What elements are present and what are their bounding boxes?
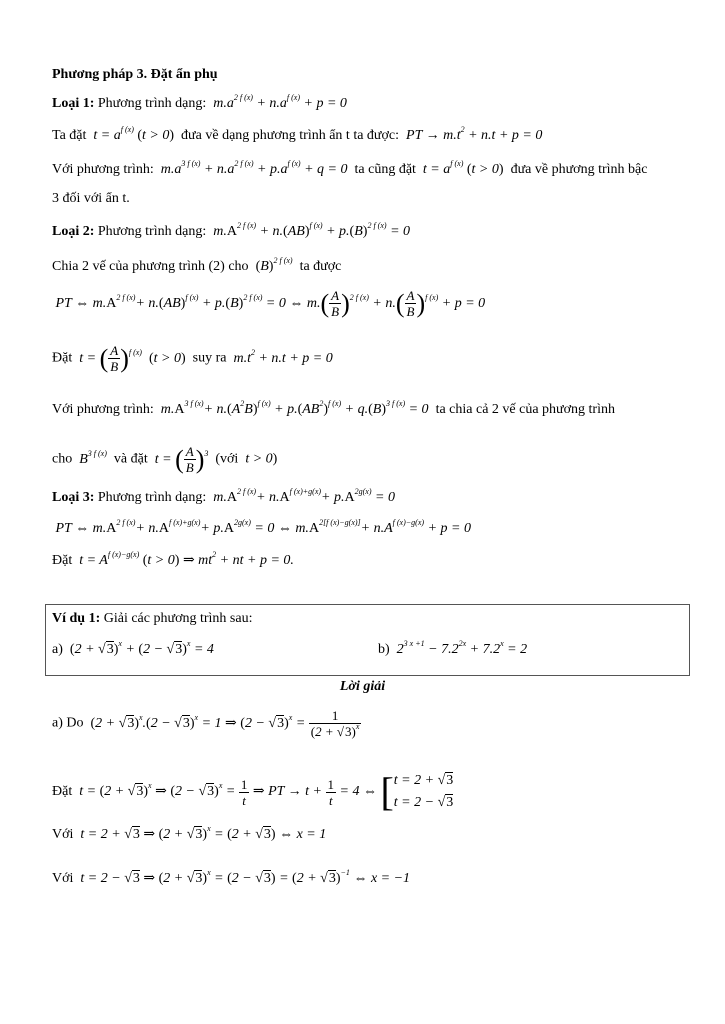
type3-set-line: [52, 550, 294, 570]
type1-text: Phương trình dạng:: [97, 96, 207, 111]
example-label: Ví dụ 1:: [52, 611, 101, 626]
type1-set-text: Ta đặt: [52, 128, 87, 143]
type3-set-formula: $t = A^{f (x)-g(x)}$ (t > 0) ⇒ $mt^2$ + nt + p = 0.: [75, 550, 294, 568]
solution-case1-line: [52, 824, 327, 844]
type2-set-text: Đặt: [52, 350, 73, 366]
solution-line1: [52, 708, 361, 739]
example-b-formula: $2^{3 x +1} - 7.2^{2x} + 7.2^x = 2$: [393, 639, 528, 657]
type3-formula: $m.A^{2 f (x)}+ n.A^{f (x)+g(x)}+ p.A^{2g(x)} = 0$: [209, 487, 395, 505]
type1-cubic-formula: $m.a^{3 f (x)} + n.a^{2 f (x)} + p.a^{f (x)} + q = 0$: [157, 159, 351, 177]
type1-cubic-text: Với phương trình:: [52, 162, 154, 177]
type1-sub-formula: $t = a^{f (x)}$ (t > 0): [89, 125, 175, 143]
type2-cubic-sub: t = ( $\frac{A}{B}$ )$^3$: [151, 444, 209, 475]
type2-cho: cho: [52, 451, 73, 467]
type1-pt-formula: PT → $m.t^2 + n.t + p = 0$: [402, 125, 543, 143]
type3-label: Loại 3:: [52, 490, 95, 505]
type1-line: [52, 93, 347, 113]
type3-pt-formula: PT ⇔ $m.A^{2 f (x)}+ n.A^{f (x)+g(x)}+ p.A^{2g(x)} = 0$ ⇔ $m.A^{2[f (x)-g(x)]}+ n.A^{f (x)-g(x)} + p = 0$: [52, 518, 471, 536]
solution-case1-formula: t = 2 + √3 ⇒ $(2 + √3)^x = (2 + √3)$ ⇔ x = 1: [76, 824, 327, 842]
section-title: Phương pháp 3. Đặt ẩn phụ: [52, 67, 218, 82]
example-a-line: [52, 639, 214, 659]
example-part-b: b): [378, 642, 390, 657]
solution-set-line: [52, 770, 453, 814]
type2-cubic-formula: $m.A^{3 f (x)}+ n.(A^2B)^{f (x)} + p.(AB^2)^{f (x)} + q.(B)^{3 f (x)} = 0$: [157, 399, 433, 417]
type2-divide-text: Chia 2 vế của phương trình (2) cho: [52, 259, 249, 274]
type1-set-line: [52, 125, 543, 145]
type2-line: [52, 221, 411, 241]
type1-label: Loại 1:: [52, 96, 95, 111]
type3-set-text: Đặt: [52, 553, 73, 568]
type1-cubic-line2: 3 đối với ẩn t.: [52, 191, 130, 206]
type2-cubic-cond: t > 0): [241, 451, 278, 467]
example-title-line: [52, 611, 252, 628]
type2-cubic-text2: ta chia cả 2 vế của phương trình: [435, 402, 615, 417]
type2-pt-formula: PT ⇔ $m.A^{2 f (x)}+ n.(AB)^{f (x)} + p.(B)^{2 f (x)} = 0$ ⇔ m.( $\frac{A}{B}$ )$^{2 f (x)}$ + n.( $\frac{A}{B}$ )$^{f (x)}$ + p = 0: [52, 288, 486, 319]
type3-text: Phương trình dạng:: [97, 490, 207, 505]
solution-case2-line: [52, 868, 411, 888]
solution-line1-prefix: a) Do: [52, 715, 84, 731]
type2-set-line: [52, 343, 333, 374]
type2-cubic-divisor: $B^{3 f (x)}$: [75, 448, 107, 467]
type1-reduce-text: đưa về dạng phương trình ẩn t ta được:: [181, 128, 400, 143]
type1-formula: $m.a^{2 f (x)} + n.a^{f (x)} + p = 0$: [209, 93, 347, 111]
solution-case2-formula: t = 2 − √3 ⇒ $(2 + √3)^x = (2 - √3) = (2 + √3)^{-1}$ ⇔ x = −1: [76, 868, 411, 886]
solution-line1-formula: $(2 + √3)^x.(2 - √3)^x = 1$ ⇒ $(2 - √3)^x$ = $\frac{1}{(2 + √3)^x}$: [90, 708, 360, 739]
type2-quadratic: $m.t^2 + n.t + p = 0$: [229, 347, 333, 366]
type2-suy-ra: suy ra: [192, 350, 227, 366]
example-text: Giải các phương trình sau:: [103, 611, 253, 626]
type2-set-formula: t = ( $\frac{A}{B}$ )$^{f (x)}$ (t > 0): [75, 343, 186, 374]
type1-cubic-result-text: đưa về phương trình bậc: [510, 162, 648, 177]
type2-divide-text2: ta được: [299, 259, 342, 274]
type2-va-dat: và đặt: [113, 451, 148, 467]
type2-divisor: $(B)^{2 f (x)}$: [255, 256, 293, 274]
solution-set-formula: $t = (2 + √3)^x$ ⇒ $(2 - √3)^x$ = $\frac{1}{t}$ ⇒ PT → t + $\frac{1}{t}$ = 4 ⇔ [t = 2 + √3 t = 2 − √3: [75, 769, 454, 814]
type1-cubic-line: [52, 159, 648, 179]
type3-pt-line: [52, 518, 471, 538]
type2-cubic-line: [52, 399, 615, 419]
type2-cubic-set-line: [52, 444, 277, 475]
example-part-a: a): [52, 642, 63, 657]
type2-divide-line: [52, 256, 342, 276]
type2-label: Loại 2:: [52, 224, 95, 239]
type2-text: Phương trình dạng:: [97, 224, 207, 239]
type2-cubic-text: Với phương trình:: [52, 402, 154, 417]
type2-voi: (với: [215, 451, 239, 467]
example-a-formula: $(2 + √3)^x + (2 - √3)^x = 4$: [69, 639, 214, 657]
example-b-line: [378, 639, 528, 659]
type1-cubic-sub: $t = a^{f (x)}$ (t > 0): [419, 159, 504, 177]
solution-case2-text: Với: [52, 871, 74, 886]
solution-set-text: Đặt: [52, 784, 73, 800]
solution-heading: Lời giải: [339, 679, 386, 694]
solution-case1-text: Với: [52, 827, 74, 842]
type3-line: [52, 487, 395, 507]
type1-cubic-set-text: ta cũng đặt: [354, 162, 416, 177]
type2-formula: $m.A^{2 f (x)} + n.(AB)^{f (x)} + p.(B)^{2 f (x)} = 0$: [209, 221, 411, 239]
type2-pt-line: [52, 288, 485, 319]
